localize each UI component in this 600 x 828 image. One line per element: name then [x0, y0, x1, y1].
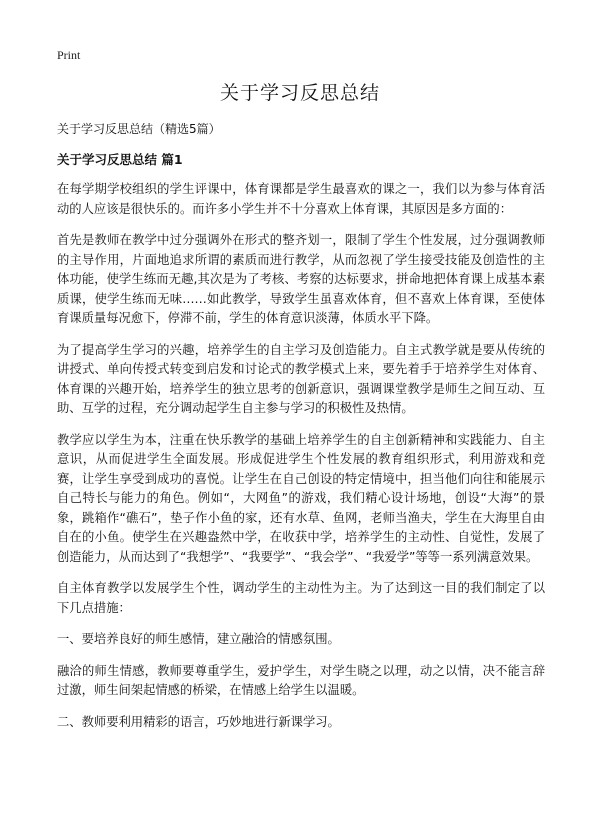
- document-subtitle: 关于学习反思总结（精选5篇）: [57, 122, 221, 136]
- paragraph-7: 融洽的师生情感，教师要尊重学生，爱护学生，对学生晓之以理，动之以情，决不能言辞过激，师生间架起情感的桥梁，在情感上给学生以温暖。: [57, 663, 545, 697]
- paragraph-5: 自主体育教学以发展学生个性，调动学生的主动性为主。为了达到这一目的我们制定了以下几点措施：: [57, 581, 545, 615]
- article-body: [57, 180, 545, 744]
- paragraph-8: 二、教师要利用精彩的语言，巧妙地进行新课学习。: [57, 714, 340, 729]
- paragraph-2: 首先是教师在教学中过分强调外在形式的整齐划一，限制了学生个性发展，过分强调教师的主导作用，片面地追求所谓的素质而进行教学，从而忽视了学生接受技能及创造性的主体功能，使学生练而无趣,其次是为了考核、考察的达标要求，拼命地把体育课上成基本素质课，使学生练而无味……如此教学，导致学生虽喜欢体育，但不喜欢上体育课，至使体育课质量每况愈下，停滞不前，学生的体育意识淡薄，体质水平下降。: [57, 233, 545, 325]
- paragraph-4: 教学应以学生为本，注重在快乐教学的基础上培养学生的自主创新精神和实践能力、自主意识，从而促进学生全面发展。形成促进学生个性发展的教育组织形式，利用游戏和竞赛，让学生享受到成功的喜悦。让学生在自己创设的特定情境中，担当他们向往和能展示自己特长与能力的角色。例如“，大网鱼”的游戏，我们精心设计场地，创设“大海”的景象，跳箱作“礁石”，垫子作小鱼的家，还有水草、鱼网，老师当渔夫，学生在大海里自由自在的小鱼。使学生在兴趣盎然中学，在收获中学，培养学生的主动性、自觉性，发展了创造能力，从而达到了“我想学”、“我要学”、“我会学”、“我爱学”等等一系列满意效果。: [57, 432, 545, 564]
- paragraph-6: 一、要培养良好的师生感情，建立融洽的情感氛围。: [57, 632, 340, 646]
- section-heading: 关于学习反思总结 篇1: [57, 152, 183, 167]
- paragraph-3: 为了提高学生学习的兴趣，培养学生的自主学习及创造能力。自主式教学就是要从传统的讲授式、单向传授式转变到启发和讨论式的教学模式上来，要先着手于培养学生对体育、体育课的兴趣开始，培养学生的独立思考的创新意识，强调课堂教学是师生之间互动、互助、互学的过程，充分调动起学生自主参与学习的积极性及热情。: [57, 342, 545, 415]
- print-link[interactable]: Print: [57, 48, 81, 62]
- paragraph-1: 在每学期学校组织的学生评课中，体育课都是学生最喜欢的课之一，我们以为参与体育活动的人应该是很快乐的。而许多小学生并不十分喜欢上体育课，其原因是多方面的：: [57, 182, 545, 216]
- document-title: 关于学习反思总结: [219, 82, 380, 104]
